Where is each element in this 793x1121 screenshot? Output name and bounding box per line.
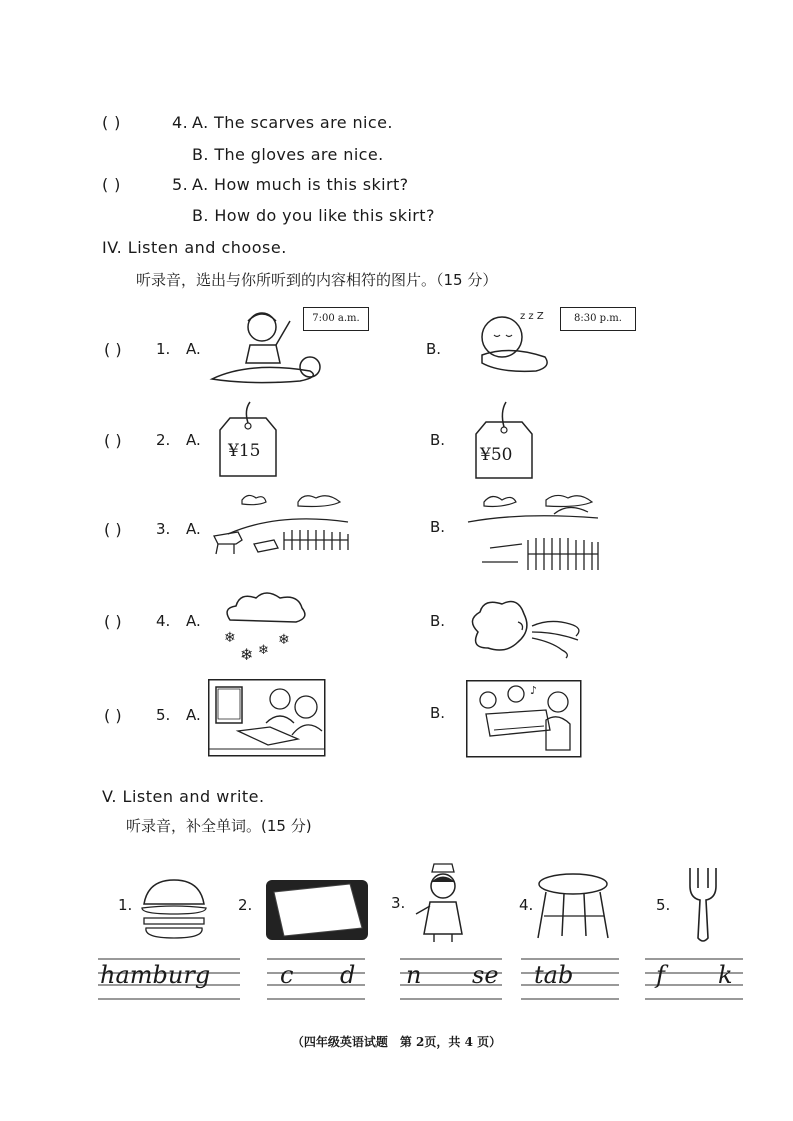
fork-image <box>686 866 720 944</box>
section5-instruction: 听录音，补全单词。(15 分) <box>126 817 312 835</box>
q5-number: 5. <box>172 175 189 194</box>
children-at-piano-image <box>466 680 582 758</box>
word-1-part-1: hamburg <box>100 961 211 989</box>
iv-4-number: 4. <box>156 612 171 630</box>
windy-weather-image <box>466 596 591 661</box>
v-2-number: 2. <box>238 896 253 914</box>
table-image <box>536 872 610 942</box>
word-3-part-2: se <box>472 961 499 989</box>
children-at-computer-image <box>208 679 326 757</box>
iv-3-label-b: B. <box>430 518 446 536</box>
iv-5-number: 5. <box>156 706 171 724</box>
iv-2-label-a: A. <box>186 431 201 449</box>
price-tag-a-image <box>216 400 280 480</box>
price-tag-b-image <box>472 400 536 480</box>
iv-5-paren[interactable]: ( ) <box>104 706 122 725</box>
word-5-part-1: f <box>656 961 665 989</box>
card-image <box>266 880 370 942</box>
v-4-number: 4. <box>519 896 534 914</box>
svg-text:❄: ❄ <box>278 632 290 648</box>
word-2-part-1: c <box>280 961 294 989</box>
svg-text:❄: ❄ <box>258 643 269 658</box>
iv-2-label-b: B. <box>430 431 446 449</box>
iv-2-paren[interactable]: ( ) <box>104 431 122 450</box>
section5-title: V. Listen and write. <box>102 787 265 806</box>
section4-title: IV. Listen and choose. <box>102 238 287 257</box>
snowy-weather-image <box>220 588 310 663</box>
iv-3-label-a: A. <box>186 520 201 538</box>
svg-text:z z Z: z z Z <box>520 311 544 322</box>
v-1-number: 1. <box>118 896 133 914</box>
iv-1-label-a: A. <box>186 340 201 358</box>
iv-1-paren[interactable]: ( ) <box>104 340 122 359</box>
q5-paren[interactable]: ( ) <box>102 175 121 194</box>
iv-4-label-a: A. <box>186 612 201 630</box>
word-3-part-1: n <box>406 961 422 989</box>
iv-5-label-a: A. <box>186 706 201 724</box>
q4-option-a: A. The scarves are nice. <box>192 113 393 132</box>
word-2-part-2: d <box>340 961 356 989</box>
nurse-image <box>408 862 478 944</box>
q5-option-b: B. How do you like this skirt? <box>192 206 435 225</box>
goats-on-farm-image <box>208 490 353 570</box>
svg-text:❄: ❄ <box>224 630 236 646</box>
iv-4-paren[interactable]: ( ) <box>104 612 122 631</box>
iv-3-paren[interactable]: ( ) <box>104 520 122 539</box>
q4-paren[interactable]: ( ) <box>102 113 121 132</box>
boy-waking-up-image <box>210 305 330 385</box>
section4-instruction: 听录音，选出与你所听到的内容相符的图片。（15 分） <box>136 271 498 289</box>
iv-1-number: 1. <box>156 340 171 358</box>
q5-option-a: A. How much is this skirt? <box>192 175 409 194</box>
empty-farm-image <box>462 492 602 577</box>
iv-1-label-b: B. <box>426 340 442 358</box>
page-footer: （四年级英语试题 第 2页，共 4 页） <box>291 1035 502 1049</box>
price-b: ¥50 <box>480 445 513 465</box>
svg-text:♪: ♪ <box>530 684 538 697</box>
v-3-number: 3. <box>391 894 406 912</box>
word-4-part-1: tab <box>534 961 574 989</box>
word-5-part-2: k <box>718 961 733 989</box>
iv-2-number: 2. <box>156 431 171 449</box>
q4-number: 4. <box>172 113 189 132</box>
time-tag-b: 8:30 p.m. <box>560 307 636 331</box>
q4-option-b: B. The gloves are nice. <box>192 145 384 164</box>
price-a: ¥15 <box>228 441 261 461</box>
iv-5-label-b: B. <box>430 704 446 722</box>
hamburger-image <box>140 878 208 940</box>
v-5-number: 5. <box>656 896 671 914</box>
iv-4-label-b: B. <box>430 612 446 630</box>
iv-3-number: 3. <box>156 520 171 538</box>
svg-text:❄: ❄ <box>240 645 254 664</box>
baby-sleeping-image <box>470 305 555 375</box>
time-tag-a: 7:00 a.m. <box>303 307 369 331</box>
